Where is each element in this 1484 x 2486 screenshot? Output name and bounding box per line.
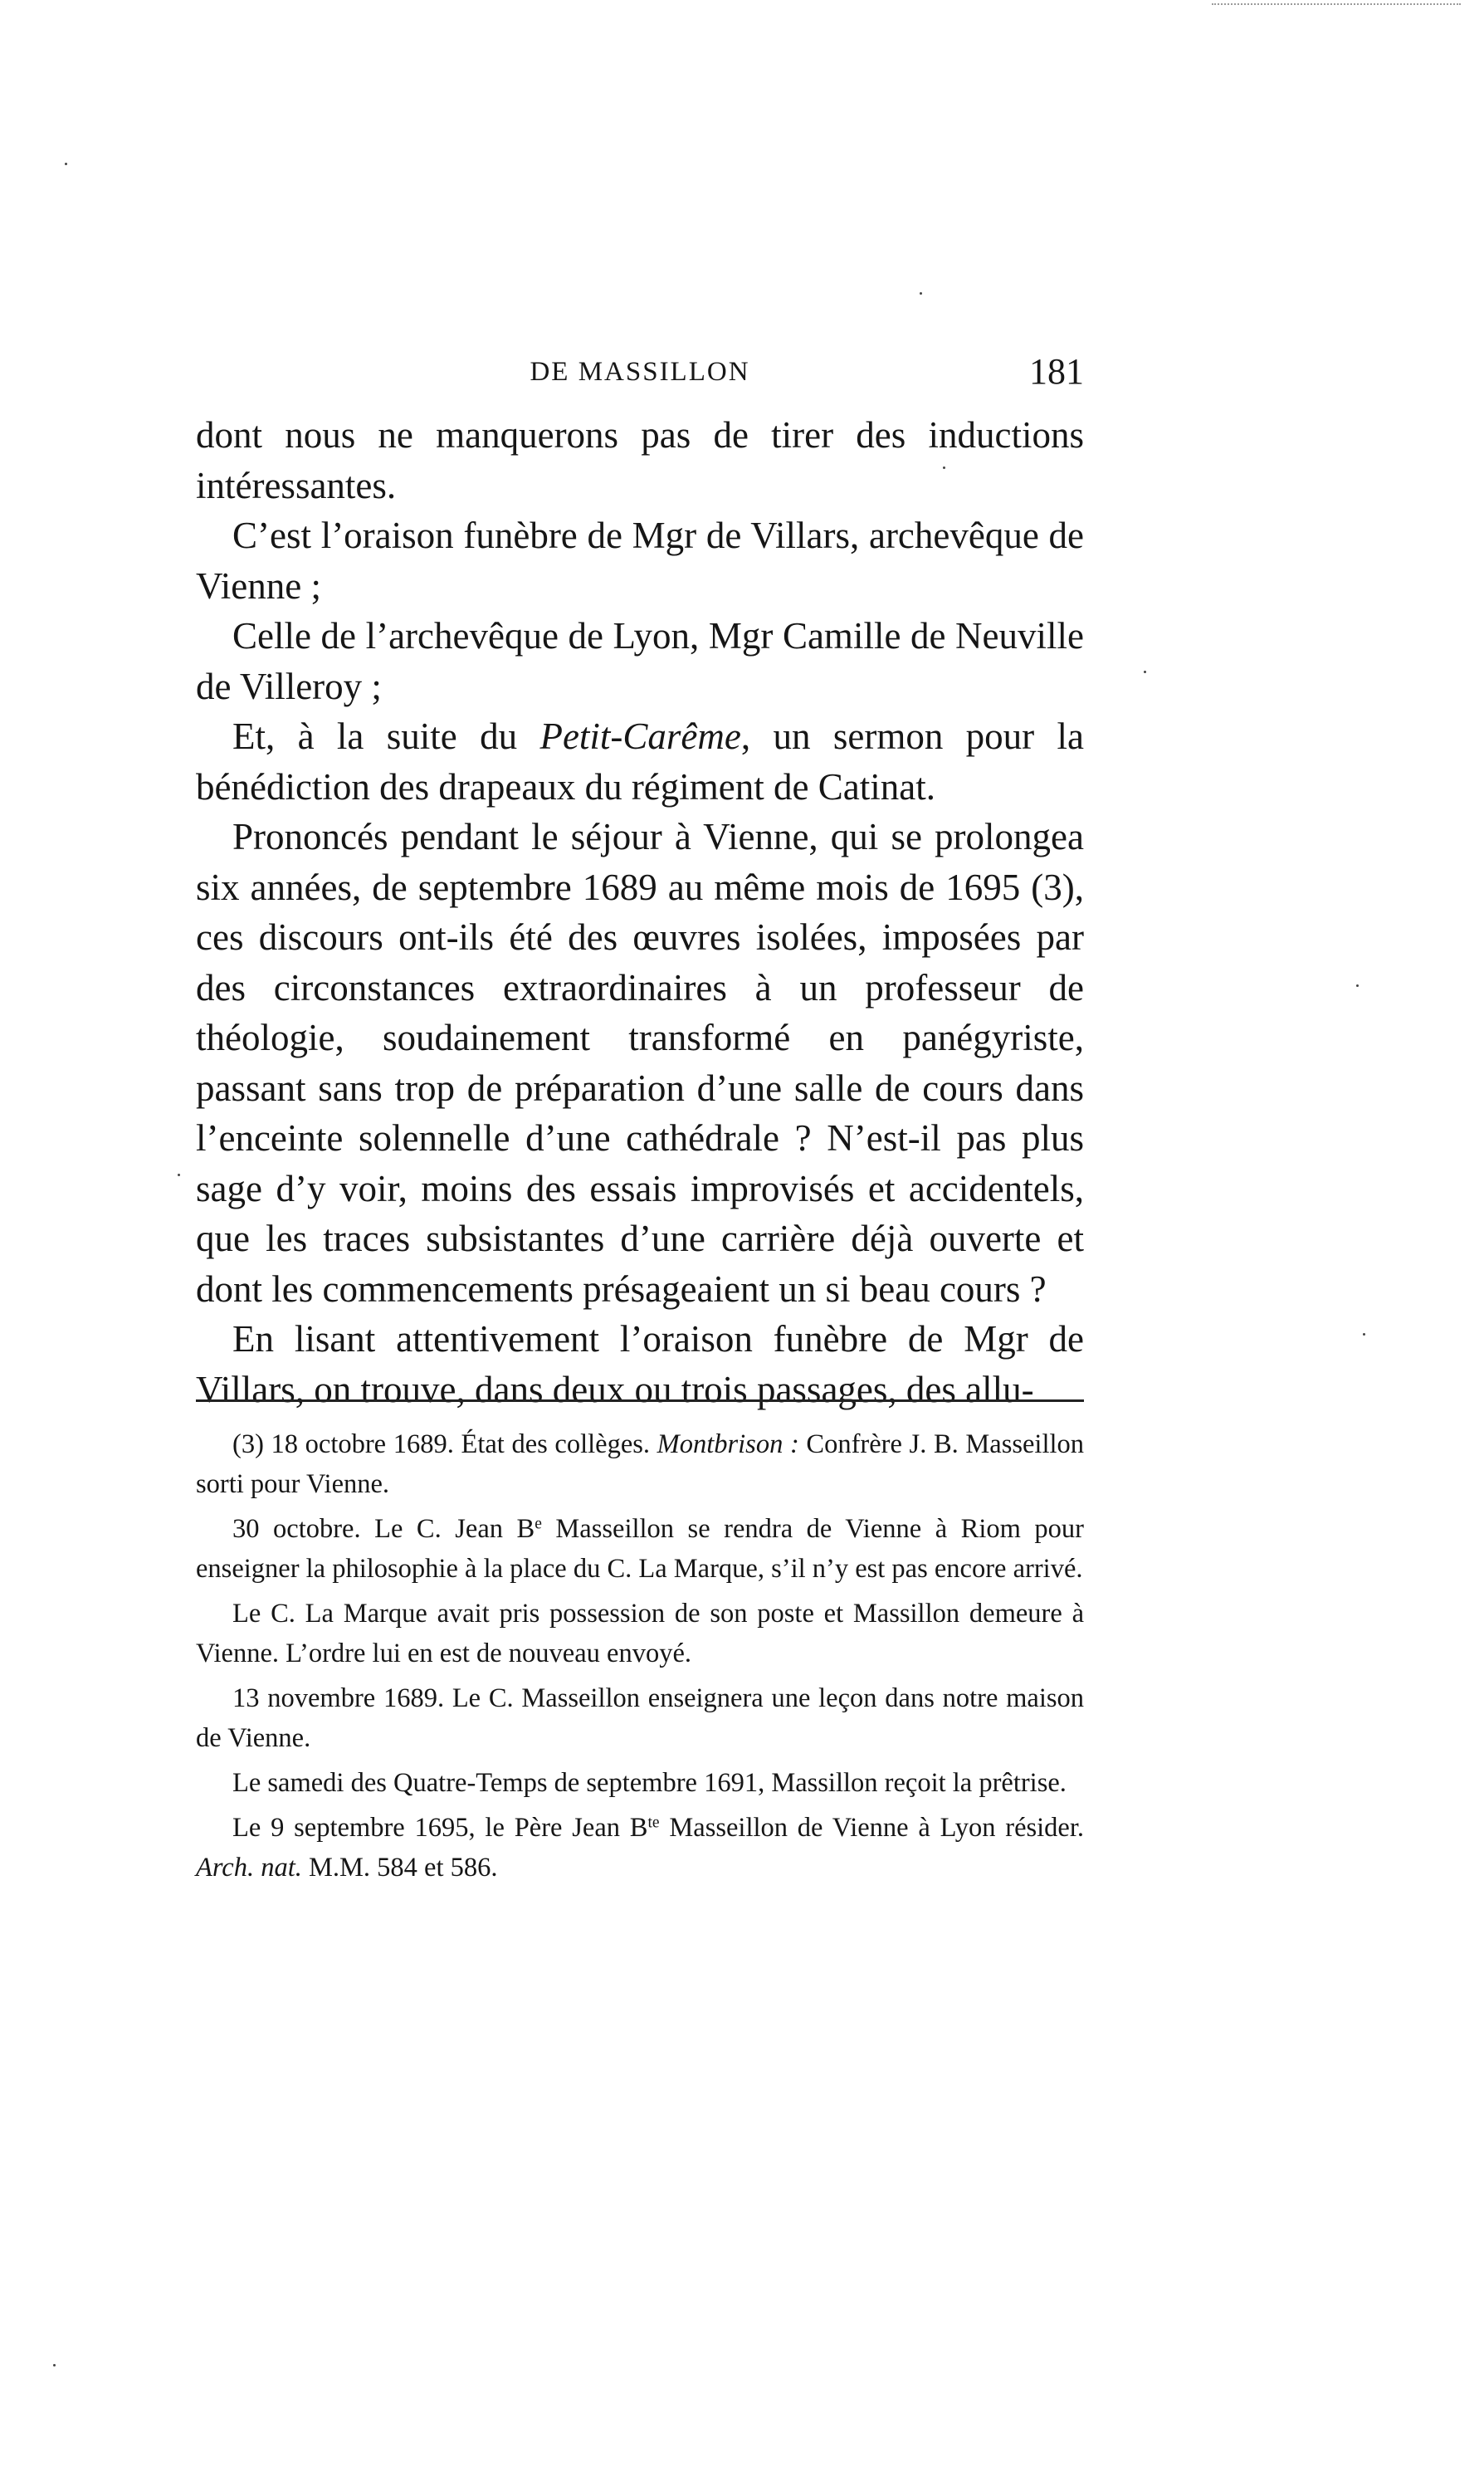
text-run: (3) 18 octobre 1689. État des collèges. <box>232 1429 657 1459</box>
scan-speck <box>178 1174 180 1176</box>
superscript: te <box>647 1814 660 1832</box>
paragraph-vienne: Prononcés pendant le séjour à Vienne, qui se prolongea six années, de septembre 1689 au même mois de 1695 (3), ces discours ont-ils été des œuvres isolées, imposées par des circonstances extraordinaires à un professeur de théologie, soudainement transformé en panégyriste, passant sans trop de préparation d’une salle de cours dans l’enceinte solennelle d’une cathédrale ? N’est-il pas plus sage d’y voir, moins des essais improvisés et accidentels, que les traces subsistantes d’une carrière déjà ouverte et dont les commencements présageaient un si beau cours ? <box>196 816 1084 1310</box>
scan-speck <box>943 466 945 469</box>
footnote-entry <box>196 1808 1084 1888</box>
scan-edge-marks <box>1212 3 1461 5</box>
text-run: , un sermon pour la bénédiction des drapeaux du régiment de Catinat. <box>196 716 1084 808</box>
footnote-3 <box>196 1424 1084 1504</box>
scan-speck <box>1144 671 1146 673</box>
footnote-entry <box>196 1509 1084 1589</box>
running-head <box>196 350 1084 400</box>
italic-title: Petit-Carême <box>539 716 741 757</box>
superscript: e <box>535 1515 542 1533</box>
paragraph-oraison: En lisant attentivement l’oraison funèbre de Mgr de Villars, on trouve, dans deux ou trois passages, des allu- <box>196 1318 1084 1410</box>
italic-reference: Arch. nat. <box>196 1853 302 1883</box>
text-run: Le 9 septembre 1695, le Père Jean B <box>232 1813 648 1843</box>
scan-speck <box>65 163 67 165</box>
scan-speck <box>920 292 922 295</box>
scan-speck <box>1363 1333 1365 1336</box>
scan-speck <box>1356 984 1359 987</box>
text-run: Et, à la suite du <box>232 716 540 757</box>
running-title: DE MASSILLON <box>530 357 750 387</box>
scan-speck <box>53 2364 56 2366</box>
paragraph-villars: C’est l’oraison funèbre de Mgr de Villars, archevêque de Vienne ; <box>196 515 1084 607</box>
text-run: Masseillon se rendra de Vienne à Riom pour enseigner la philosophie à la place du C. La Marque, s’il n’y est pas encore arrivé. <box>196 1514 1084 1584</box>
text-run: 30 octobre. Le C. Jean B <box>232 1514 535 1544</box>
text-run: Masseillon de Vienne à Lyon résider. <box>659 1813 1085 1843</box>
paragraph-continuation: dont nous ne manquerons pas de tirer des inductions intéressantes. <box>196 414 1084 506</box>
text-run: Confrère J. B. Masseillon sorti pour Vienne. <box>196 1429 1085 1499</box>
page-number: 181 <box>1029 351 1084 392</box>
footnote-entry: Le C. La Marque avait pris possession de son poste et Massillon demeure à Vienne. L’ordre lui en est de nouveau envoyé. <box>196 1599 1084 1668</box>
footnote-separator <box>196 1399 1084 1402</box>
text-run: M.M. 584 et 586. <box>301 1853 498 1883</box>
footnote-entry: 13 novembre 1689. Le C. Masseillon enseignera une leçon dans notre maison de Vienne. <box>196 1683 1084 1753</box>
footnotes <box>196 1424 1084 1893</box>
italic-place: Montbrison : <box>657 1429 799 1459</box>
body-text <box>196 410 1084 1414</box>
paragraph-villeroy: Celle de l’archevêque de Lyon, Mgr Camille de Neuville de Villeroy ; <box>196 615 1084 707</box>
paragraph-catinat <box>196 711 1084 812</box>
footnote-entry: Le samedi des Quatre-Temps de septembre 1691, Massillon reçoit la prêtrise. <box>232 1768 1067 1798</box>
